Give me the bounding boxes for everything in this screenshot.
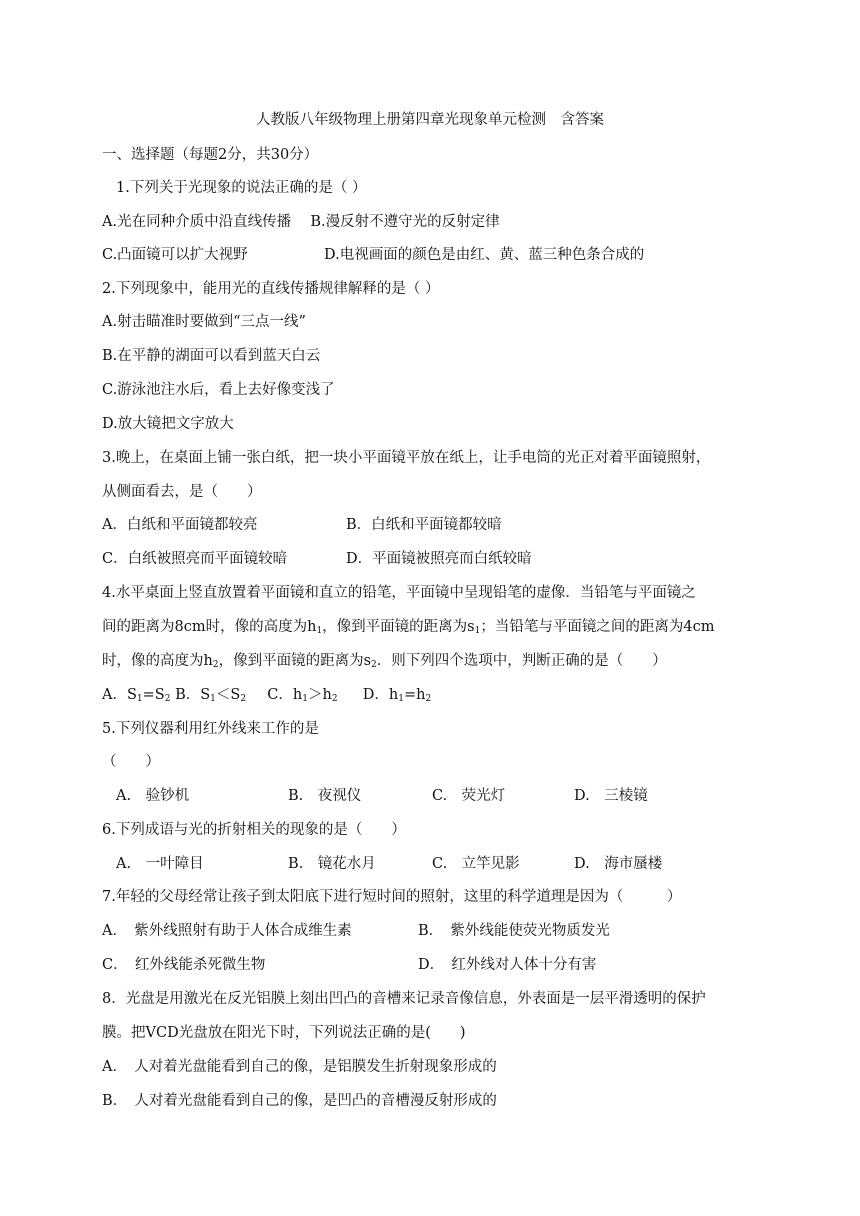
question-6-options	[116, 854, 662, 874]
option-a: A． 紫外线照射有助于人体合成维生素	[102, 923, 352, 939]
question-7-options-row1	[102, 921, 610, 941]
option-c: C.游泳池注水后，看上去好像变浅了	[102, 382, 335, 398]
question-8-stem-line1: 8．光盘是用激光在反光铝膜上刻出凹凸的音槽来记录音像信息，外表面是一层平滑透明的保护	[102, 991, 706, 1007]
question-3-options-row2	[102, 549, 532, 569]
option-a: A．白纸和平面镜都较亮	[102, 517, 258, 533]
option-a: A．$S_1=S_2$	[102, 687, 171, 704]
option-c: C.凸面镜可以扩大视野	[102, 247, 248, 263]
option-c: C. 立竿见影	[432, 856, 520, 872]
option-b: B． 人对着光盘能看到自己的像，是凹凸的音槽漫反射形成的	[102, 1093, 497, 1109]
option-b: B．$S_1<S_2$	[175, 687, 247, 704]
option-c: C． 红外线能杀死微生物	[102, 957, 266, 973]
option-d: D. 海市蜃楼	[574, 856, 663, 872]
question-4-options	[102, 685, 431, 709]
option-b: B.在平静的湖面可以看到蓝天白云	[102, 348, 321, 364]
question-7-stem: 7.年轻的父母经常让孩子到太阳底下进行短时间的照射，这里的科学道理是因为（ ）	[102, 889, 682, 905]
question-4-stem-line1: 4.水平桌面上竖直放置着平面镜和直立的铅笔，平面镜中呈现铅笔的虚像．当铅笔与平面镜之	[102, 585, 696, 601]
option-d: D. 三棱镜	[574, 788, 648, 804]
option-d: D．平面镜被照亮而白纸较暗	[346, 551, 532, 567]
option-d: D.放大镜把文字放大	[102, 416, 234, 432]
section-heading: 一、选择题（每题2分，共30分）	[102, 147, 319, 163]
option-d: D.电视画面的颜色是由红、黄、蓝三种色条合成的	[324, 247, 645, 263]
question-3-stem-line2: 从侧面看去，是（ ）	[102, 484, 262, 500]
option-a: A. 验钞机	[116, 788, 190, 804]
question-6-stem: 6.下列成语与光的折射相关的现象的是（ ）	[102, 822, 406, 838]
document-title: 人教版八年级物理上册第四章光现象单元检测 含答案	[256, 112, 604, 128]
option-d: D．$h_1=h_2$	[362, 687, 432, 704]
option-c: C．白纸被照亮而平面镜较暗	[102, 551, 288, 567]
option-a: A.光在同种介质中沿直线传播	[102, 214, 292, 230]
question-4-stem-line2: 间的距离为8cm时，像的高度为$h_1$，像到平面镜的距离为$s_1$；当铅笔与平面镜之间的距离为4cm	[102, 619, 715, 636]
option-b: B．白纸和平面镜都较暗	[346, 517, 502, 533]
question-1-options-row1	[102, 212, 500, 232]
question-5-stem: 5.下列仪器利用红外线来工作的是	[102, 721, 319, 737]
option-d: D． 红外线对人体十分有害	[418, 957, 597, 973]
option-c: C．$h_1>h_2$	[267, 687, 338, 704]
option-b: B. 镜花水月	[288, 856, 376, 872]
question-5-options	[116, 786, 648, 806]
option-b: B. 夜视仪	[288, 788, 362, 804]
question-8-stem-line2: 膜。把VCD光盘放在阳光下时，下列说法正确的是( )	[102, 1025, 466, 1041]
question-5-answer-paren: （ ）	[102, 754, 160, 770]
option-a: A. 一叶障目	[116, 856, 204, 872]
question-3-options-row1	[102, 515, 502, 535]
option-b: B.漫反射不遵守光的反射定律	[310, 214, 500, 230]
question-1-stem: 1.下列关于光现象的说法正确的是（ ）	[116, 180, 367, 196]
option-b: B． 紫外线能使荧光物质发光	[418, 923, 610, 939]
option-c: C. 荧光灯	[432, 788, 506, 804]
question-1-options-row2	[102, 245, 644, 265]
question-2-stem: 2.下列现象中，能用光的直线传播规律解释的是（ ）	[102, 281, 440, 297]
option-a: A.射击瞄准时要做到“三点一线”	[102, 314, 306, 330]
question-3-stem-line1: 3.晚上，在桌面上铺一张白纸，把一块小平面镜平放在纸上，让手电筒的光正对着平面镜照射，	[102, 450, 711, 466]
question-4-stem-line3: 时，像的高度为$h_2$，像到平面镜的距离为$s_2$．则下列四个选项中，判断正确的是（ ）	[102, 653, 667, 670]
question-7-options-row2	[102, 955, 596, 975]
option-a: A． 人对着光盘能看到自己的像，是铝膜发生折射现象形成的	[102, 1059, 497, 1075]
